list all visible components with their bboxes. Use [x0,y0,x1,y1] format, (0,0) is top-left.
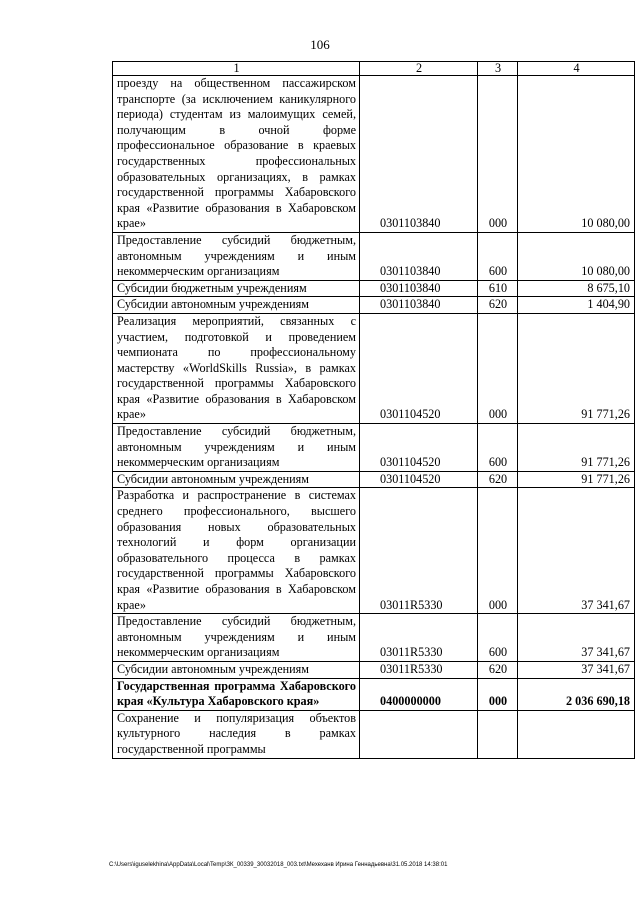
row-name: Реализация мероприятий, связанных с участием, подготовкой и проведением чемпионата по профессиональному мастерству «WorldSkills Russia», в рамках государственной программы Хабаровского края «Развитие образования в Хабаровском крае» [113,313,360,423]
row-code: 0301103840 [360,297,478,314]
row-amount: 91 771,26 [518,313,635,423]
table-row [113,232,635,280]
row-type: 620 [478,297,518,314]
row-name: Предоставление субсидий бюджетным, автономным учреждениям и иным некоммерческим организациям [113,424,360,472]
row-code: 03011R5330 [360,488,478,614]
row-code [360,710,478,758]
row-amount: 1 404,90 [518,297,635,314]
table-row [113,710,635,758]
row-amount: 10 080,00 [518,76,635,233]
row-type: 620 [478,471,518,488]
row-code: 0301103840 [360,280,478,297]
row-type: 000 [478,678,518,710]
row-name: Субсидии автономным учреждениям [113,661,360,678]
row-type: 000 [478,488,518,614]
table-row [113,661,635,678]
row-name: Субсидии автономным учреждениям [113,471,360,488]
row-type: 600 [478,614,518,662]
table-row [113,488,635,614]
row-amount: 2 036 690,18 [518,678,635,710]
row-code: 03011R5330 [360,614,478,662]
row-code: 0301104520 [360,424,478,472]
row-type: 620 [478,661,518,678]
table-row [113,424,635,472]
row-amount: 37 341,67 [518,488,635,614]
table-row [113,280,635,297]
page-number: 106 [310,37,330,52]
row-name: Субсидии бюджетным учреждениям [113,280,360,297]
table-row [113,614,635,662]
row-amount: 37 341,67 [518,661,635,678]
row-name: Предоставление субсидий бюджетным, автономным учреждениям и иным некоммерческим организациям [113,232,360,280]
header-col-4: 4 [518,62,635,76]
row-name: Субсидии автономным учреждениям [113,297,360,314]
row-type [478,710,518,758]
row-name: Государственная программа Хабаровского края «Культура Хабаровского края» [113,678,360,710]
budget-table-body [113,62,635,759]
table-row [113,313,635,423]
row-amount: 37 341,67 [518,614,635,662]
row-code: 03011R5330 [360,661,478,678]
row-name: Разработка и распространение в системах среднего профессионального, высшего образования новых образовательных технологий и форм организации образовательного процесса в рамках государственной программы Хабаровского края «Развитие образования в Хабаровском крае» [113,488,360,614]
row-code: 0301104520 [360,471,478,488]
row-name: проезду на общественном пассажирском транспорте (за исключением каникулярного периода) студентам из малоимущих семей, получающим в очной форме профессиональное образование в краевых государственных профессиональных образовательных организациях, в рамках государственной программы Хабаровского края «Развитие образования в Хабаровском крае» [113,76,360,233]
row-code: 0301103840 [360,76,478,233]
header-row [113,62,635,76]
row-name: Сохранение и популяризация объектов культурного наследия в рамках государственной программы [113,710,360,758]
table-row [113,471,635,488]
table-row [113,297,635,314]
row-code: 0301103840 [360,232,478,280]
header-col-3: 3 [478,62,518,76]
row-amount: 8 675,10 [518,280,635,297]
row-amount [518,710,635,758]
row-type: 610 [478,280,518,297]
row-code: 0301104520 [360,313,478,423]
row-type: 600 [478,424,518,472]
footer-file-path: C:\Users\iguselekhina\AppData\Local\Temp\ЗК_00339_30032018_003.txt\Мехеханв Ирина Геннадьевна\31.05.2018 14:38:01 [109,862,448,868]
row-amount: 10 080,00 [518,232,635,280]
row-type: 000 [478,313,518,423]
table-row-program [113,678,635,710]
row-name: Предоставление субсидий бюджетным, автономным учреждениям и иным некоммерческим организациям [113,614,360,662]
row-amount: 91 771,26 [518,424,635,472]
row-amount: 91 771,26 [518,471,635,488]
table-row [113,76,635,233]
row-type: 600 [478,232,518,280]
row-type: 000 [478,76,518,233]
header-col-2: 2 [360,62,478,76]
header-col-1: 1 [113,62,360,76]
row-code: 0400000000 [360,678,478,710]
budget-table [112,61,635,759]
